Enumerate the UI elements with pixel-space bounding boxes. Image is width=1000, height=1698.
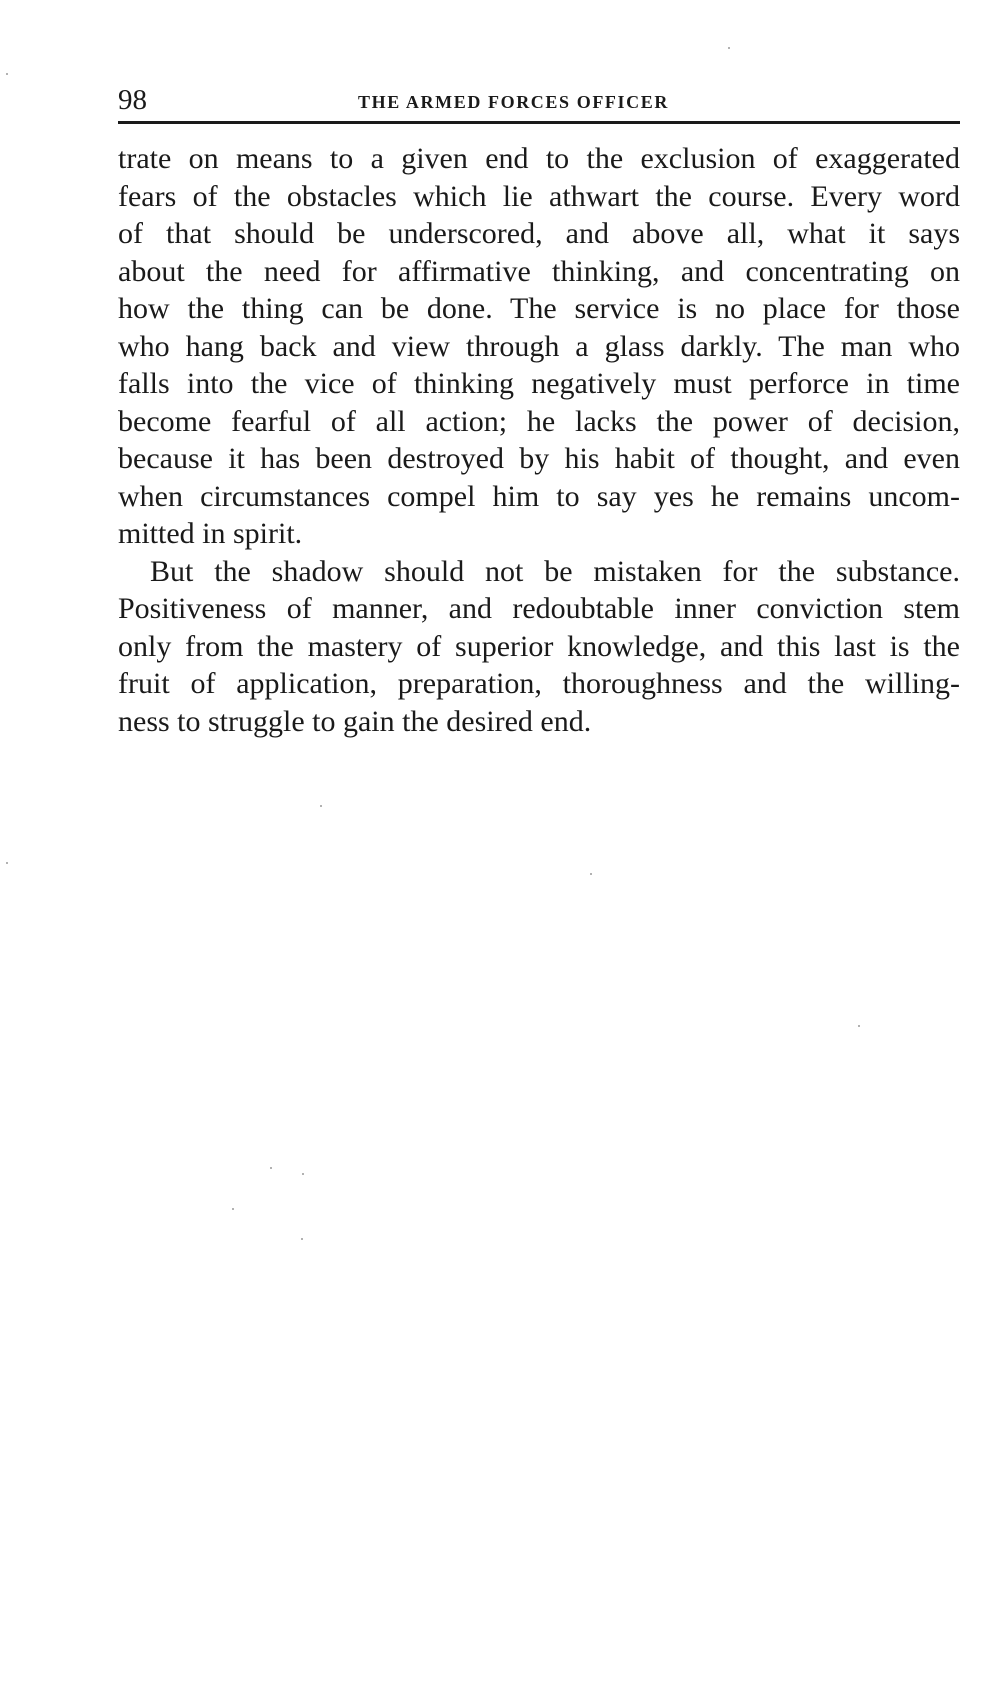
text-line: about the need for affirmative thinking, and concentrating on — [118, 254, 960, 288]
paragraph-1 — [118, 140, 960, 553]
scan-speck — [728, 47, 730, 49]
text-line: who hang back and view through a glass darkly. The man who — [118, 329, 960, 363]
scan-speck — [301, 1238, 303, 1240]
paragraph-2 — [118, 553, 960, 741]
running-head: THE ARMED FORCES OFFICER — [358, 92, 669, 112]
scan-speck — [6, 862, 8, 864]
scan-speck — [232, 1208, 234, 1210]
text-line: Positiveness of manner, and redoubtable inner conviction stem — [118, 592, 960, 625]
page-header — [118, 82, 960, 122]
text-line: But the shadow should not be mistaken for the substance. — [150, 554, 960, 588]
text-line: how the thing can be done. The service is no place for those — [118, 292, 960, 325]
body-text — [118, 140, 960, 740]
text-line: because it has been destroyed by his habit of thought, and even — [118, 442, 960, 475]
scan-speck — [6, 73, 8, 75]
text-line: fears of the obstacles which lie athwart the course. Every word — [118, 179, 960, 213]
scan-speck — [858, 1025, 860, 1027]
text-line: mitted in spirit. — [118, 517, 303, 550]
text-line: falls into the vice of thinking negatively must perforce in time — [118, 367, 960, 400]
page-number: 98 — [118, 84, 147, 116]
scan-speck — [590, 873, 592, 875]
scan-speck — [320, 805, 322, 807]
scan-speck — [302, 1173, 304, 1175]
text-line: fruit of application, preparation, thoroughness and the willing- — [118, 667, 960, 700]
text-line: when circumstances compel him to say yes he remains uncom- — [118, 479, 960, 513]
header-rule — [118, 121, 960, 124]
text-line: become fearful of all action; he lacks the power of decision, — [118, 404, 960, 438]
text-line: ness to struggle to gain the desired end. — [118, 704, 592, 738]
text-line: trate on means to a given end to the exclusion of exaggerated — [118, 142, 960, 175]
scan-speck — [270, 1167, 272, 1169]
text-line: only from the mastery of superior knowledge, and this last is the — [118, 629, 960, 663]
text-line: of that should be underscored, and above all, what it says — [118, 217, 960, 250]
